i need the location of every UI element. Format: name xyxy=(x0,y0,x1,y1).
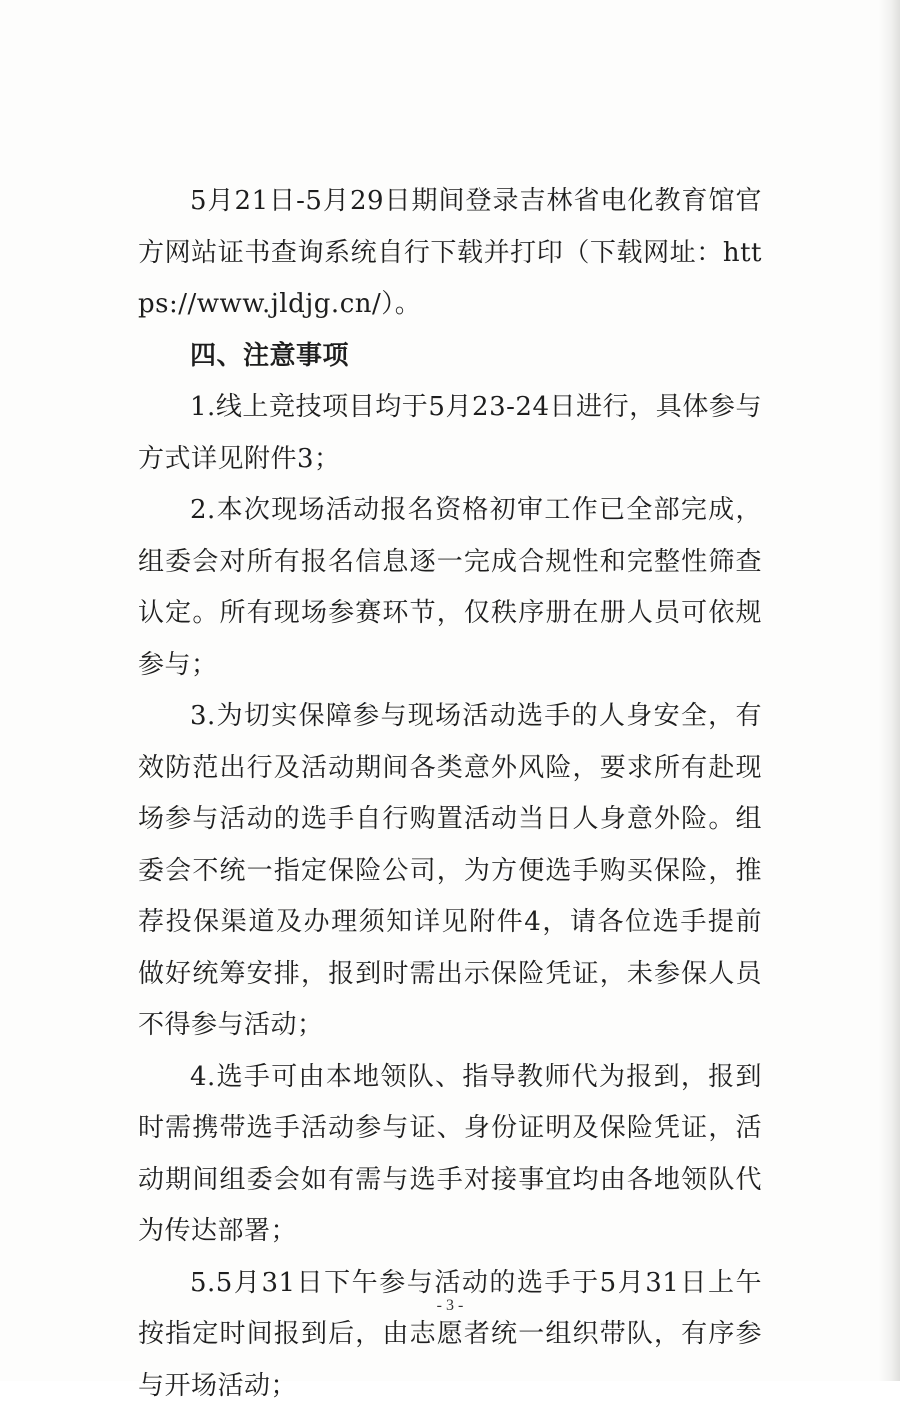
note-item-1: 1.线上竞技项目均于5月23-24日进行，具体参与方式详见附件3； xyxy=(138,382,762,485)
document-body xyxy=(138,176,762,1412)
note-item-4: 4.选手可由本地领队、指导教师代为报到，报到时需携带选手活动参与证、身份证明及保险凭证，活动期间组委会如有需与选手对接事宜均由各地领队代为传达部署； xyxy=(138,1052,762,1258)
note-item-5: 5.5月31日下午参与活动的选手于5月31日上午按指定时间报到后，由志愿者统一组织带队，有序参与开场活动； xyxy=(138,1258,762,1412)
note-item-2: 2.本次现场活动报名资格初审工作已全部完成，组委会对所有报名信息逐一完成合规性和完整性筛查认定。所有现场参赛环节，仅秩序册在册人员可依规参与； xyxy=(138,485,762,691)
page-number: - 3 - xyxy=(0,1297,900,1315)
section-heading-notes: 四、注意事项 xyxy=(138,331,762,383)
note-item-3: 3.为切实保障参与现场活动选手的人身安全，有效防范出行及活动期间各类意外风险，要求所有赴现场参与活动的选手自行购置活动当日人身意外险。组委会不统一指定保险公司，为方便选手购买保险，推荐投保渠道及办理须知详见附件4，请各位选手提前做好统筹安排，报到时需出示保险凭证，未参保人员不得参与活动； xyxy=(138,691,762,1052)
page-edge-shadow xyxy=(878,0,900,1381)
paragraph-download-notice: 5月21日-5月29日期间登录吉林省电化教育馆官方网站证书查询系统自行下载并打印（下载网址：https://www.jldjg.cn/）。 xyxy=(138,176,762,331)
